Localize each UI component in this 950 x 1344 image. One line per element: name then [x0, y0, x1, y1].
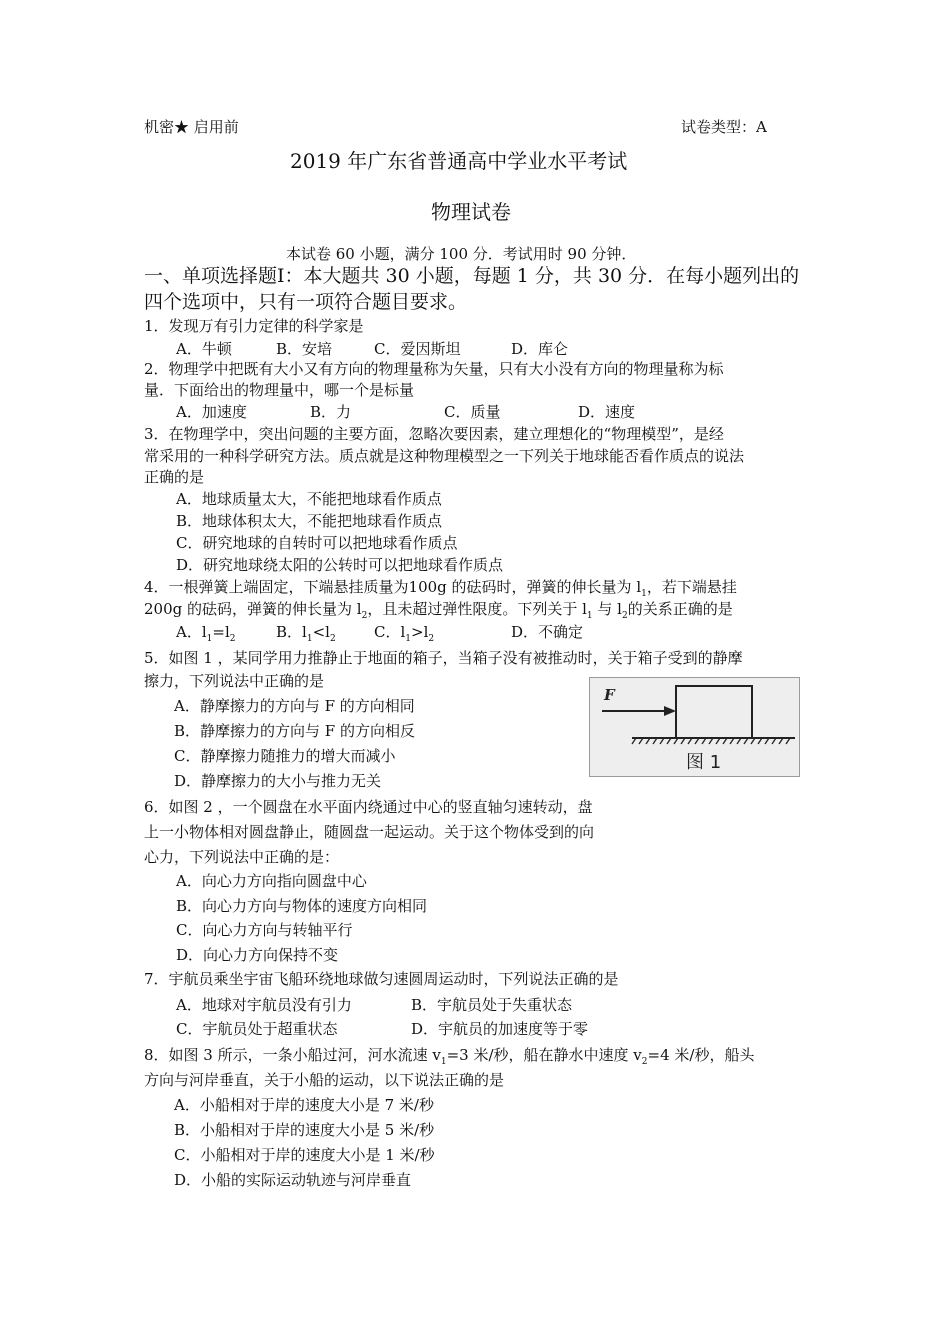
question-6-option-a: A．向心力方向指向圆盘中心	[176, 872, 367, 890]
option-d: D．速度	[578, 403, 636, 421]
question-3-stem-line3: 正确的是	[144, 468, 205, 486]
question-4-options	[176, 622, 583, 649]
option-b: B．$l_1<l_2$	[276, 623, 336, 644]
question-5-option-b: B．静摩擦力的方向与 F 的方向相反	[174, 722, 415, 740]
option-a: A．地球对宇航员没有引力	[176, 996, 352, 1014]
question-7-stem: 7．宇航员乘坐宇宙飞船环绕地球做匀速圆周运动时，下列说法正确的是	[144, 970, 619, 988]
exam-title: 2019 年广东省普通高中学业水平考试	[290, 149, 628, 173]
question-8-option-c: C．小船相对于岸的速度大小是 1 米/秒	[174, 1146, 435, 1164]
question-8-option-a: A．小船相对于岸的速度大小是 7 米/秒	[174, 1096, 434, 1114]
question-5-option-d: D．静摩擦力的大小与推力无关	[174, 772, 382, 790]
box	[676, 686, 752, 738]
option-d: D．不确定	[511, 623, 584, 641]
option-b: B．宇航员处于失重状态	[411, 996, 573, 1014]
question-4-stem-line1: 4．一根弹簧上端固定，下端悬挂质量为100g 的砝码时，弹簧的伸长量为 $l_1$，若下端悬挂	[144, 578, 737, 599]
question-8-stem-line2: 方向与河岸垂直，关于小船的运动，以下说法正确的是	[144, 1071, 505, 1089]
option-c: C．爱因斯坦	[374, 340, 461, 358]
question-6-stem-line2: 上一小物体相对圆盘静止，随圆盘一起运动。关于这个物体受到的向	[144, 823, 595, 841]
question-8-stem-line1: 8．如图 3 所示，一条小船过河，河水流速 $v_1=3$ 米/秒，船在静水中速度 $v_2=4$ 米/秒，船头	[144, 1046, 755, 1067]
question-5-option-a: A．静摩擦力的方向与 F 的方向相同	[174, 697, 415, 715]
question-2-stem-line1: 2．物理学中把既有大小又有方向的物理量称为矢量，只有大小没有方向的物理量称为标	[144, 360, 724, 378]
option-a: A．加速度	[176, 403, 247, 421]
question-6-option-b: B．向心力方向与物体的速度方向相同	[176, 897, 428, 915]
figure-1-push-box	[589, 677, 800, 777]
question-8-option-d: D．小船的实际运动轨迹与河岸垂直	[174, 1171, 412, 1189]
option-b: B．安培	[276, 340, 333, 358]
question-6-option-d: D．向心力方向保持不变	[176, 946, 339, 964]
figure-caption: 图 1	[686, 752, 722, 773]
question-3-option-c: C．研究地球的自转时可以把地球看作质点	[176, 534, 458, 552]
question-6-option-c: C．向心力方向与转轴平行	[176, 921, 353, 939]
figure-1-drawing	[590, 678, 799, 776]
question-7-options-row2	[176, 1019, 588, 1039]
option-d: D．宇航员的加速度等于零	[411, 1020, 589, 1038]
question-5-option-c: C．静摩擦力随推力的增大而减小	[174, 747, 396, 765]
question-2-options	[176, 402, 635, 422]
question-3-option-a: A．地球质量太大，不能把地球看作质点	[176, 490, 442, 508]
question-2-stem-line2: 量．下面给出的物理量中，哪一个是标量	[144, 381, 415, 399]
option-d: D．库仑	[511, 340, 569, 358]
question-3-stem-line1: 3．在物理学中，突出问题的主要方面，忽略次要因素，建立理想化的“物理模型”，是经	[144, 425, 724, 443]
option-b: B．力	[310, 403, 352, 421]
question-5-stem-line2: 擦力，下列说法中正确的是	[144, 672, 325, 690]
question-3-stem-line2: 常采用的一种科学研究方法。质点就是这种物理模型之一下列关于地球能否看作质点的说法	[144, 447, 745, 465]
option-c: C．$l_1>l_2$	[374, 623, 435, 644]
question-8-option-b: B．小船相对于岸的速度大小是 5 米/秒	[174, 1121, 435, 1139]
section-heading-line1: 一、单项选择题Ⅰ：本大题共 30 小题，每题 1 分，共 30 分．在每小题列出的	[144, 265, 800, 287]
force-arrowhead	[664, 706, 676, 716]
option-a: A．牛顿	[176, 340, 232, 358]
question-4-stem-line2: 200g 的砝码，弹簧的伸长量为 $l_2$，且未超过弹性限度。下列关于 $l_1$ 与 $l_2$的关系正确的是	[144, 600, 733, 621]
question-6-stem-line1: 6．如图 2 ，一个圆盘在水平面内绕通过中心的竖直轴匀速转动，盘	[144, 798, 593, 816]
question-5-stem-line1: 5．如图 1 ，某同学用力推静止于地面的箱子，当箱子没有被推动时，关于箱子受到的静摩	[144, 649, 743, 667]
question-1-stem: 1．发现万有引力定律的科学家是	[144, 317, 364, 335]
confidential-label: 机密★ 启用前	[144, 118, 239, 136]
option-c: C．质量	[444, 403, 501, 421]
question-6-stem-line3: 心力，下列说法中正确的是：	[144, 848, 340, 866]
question-7-options-row1	[176, 995, 572, 1015]
option-c: C．宇航员处于超重状态	[176, 1020, 338, 1038]
exam-intro: 本试卷 60 小题，满分 100 分．考试用时 90 分钟．	[286, 245, 637, 263]
section-heading-line2: 四个选项中，只有一项符合题目要求。	[144, 291, 468, 313]
option-a: A．$l_1=l_2$	[176, 623, 236, 644]
force-label: F	[604, 686, 615, 704]
exam-subject: 物理试卷	[431, 200, 511, 224]
question-3-option-b: B．地球体积太大，不能把地球看作质点	[176, 512, 443, 530]
question-1-options	[176, 339, 568, 359]
question-3-option-d: D．研究地球绕太阳的公转时可以把地球看作质点	[176, 556, 504, 574]
paper-type-label: 试卷类型：A	[681, 118, 767, 136]
